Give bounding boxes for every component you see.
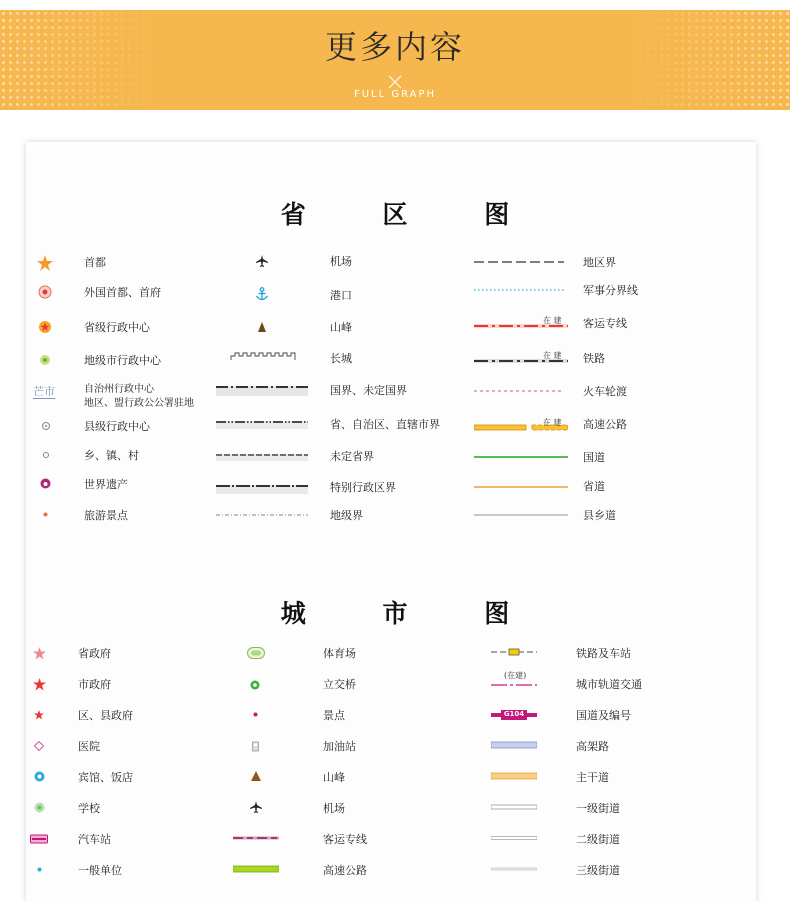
legend-label: 长城 (330, 352, 352, 365)
legend-label: 世界遗产 (84, 478, 128, 491)
legend-label: 地区、盟行政公公署驻地 (84, 398, 194, 409)
legend-label: 立交桥 (323, 678, 356, 691)
legend-label: 首都 (84, 256, 106, 269)
legend-label: 乡、镇、村 (84, 449, 139, 462)
legend-label: 山峰 (330, 321, 352, 334)
airport-icon (250, 801, 262, 813)
legend-label: 自治州行政中心 (84, 384, 154, 395)
sar-boundary-line (216, 479, 308, 495)
railway-station-line (491, 647, 537, 657)
legend-label: 高架路 (576, 740, 609, 753)
province-boundary-line (216, 416, 308, 430)
city-map-title: 城 市 图 (280, 599, 544, 628)
elevated-road-line (491, 741, 537, 749)
legend-label: 加油站 (323, 740, 356, 753)
legend-label: 城市轨道交通 (576, 678, 642, 691)
legend-label: 铁路 (583, 352, 605, 365)
primary-street-line (491, 803, 537, 811)
legend-label: 国界、未定国界 (330, 384, 407, 397)
legend-label: 旅游景点 (84, 509, 128, 522)
attraction-dot-icon (253, 712, 258, 717)
provincial-government-star-icon (33, 647, 46, 660)
undetermined-province-boundary-line (216, 448, 308, 462)
expressway-line (233, 865, 279, 873)
legend-label: 铁路及车站 (576, 647, 631, 660)
provincial-road-line (474, 484, 568, 490)
city-government-star-icon (33, 678, 46, 691)
foreign-capital-icon (38, 285, 52, 299)
legend-label: 医院 (78, 740, 100, 753)
legend-card (26, 142, 756, 902)
under-construction-tag: (在建) (504, 671, 527, 680)
gas-station-icon (251, 740, 261, 752)
legend-label: 国道 (583, 451, 605, 464)
peak-icon (251, 771, 261, 781)
legend-label: 省、自治区、直辖市界 (330, 418, 440, 431)
bus-station-icon (30, 834, 48, 844)
capital-star-icon (37, 255, 53, 271)
scenic-spot-icon (43, 512, 48, 517)
legend-label: 汽车站 (78, 833, 111, 846)
tertiary-street-line (491, 865, 537, 873)
cross-icon (387, 74, 403, 90)
prefecture-boundary-line (216, 511, 308, 519)
under-construction-tag: 在 建 (543, 316, 562, 325)
main-road-line (491, 772, 537, 780)
interchange-icon (250, 680, 260, 690)
under-construction-tag: 在 建 (543, 351, 562, 360)
stadium-icon (247, 647, 265, 659)
provincial-center-icon (38, 320, 52, 334)
great-wall-line (230, 352, 296, 362)
national-boundary-line (216, 380, 308, 398)
prefecture-city-icon (39, 354, 51, 366)
legend-label: 港口 (330, 289, 352, 302)
legend-label: 区、县政府 (78, 709, 133, 722)
under-construction-tag: 在 建 (543, 418, 562, 427)
legend-label: 特别行政区界 (330, 481, 396, 494)
airport-icon (256, 255, 268, 267)
passenger-rail-line (233, 834, 279, 842)
legend-label: 体育场 (323, 647, 356, 660)
peak-icon (258, 322, 266, 332)
legend-label: 县级行政中心 (84, 420, 150, 433)
national-road-line (474, 454, 568, 460)
legend-label: 省道 (583, 480, 605, 493)
legend-label: 山峰 (323, 771, 345, 784)
legend-label: 火车轮渡 (583, 385, 627, 398)
autonomous-prefecture-symbol: 芒市 (33, 385, 55, 398)
legend-label: 高速公路 (323, 864, 367, 877)
legend-label: 地级界 (330, 509, 363, 522)
urban-rail-transit-line (491, 681, 537, 689)
province-map-title: 省 区 图 (280, 200, 544, 229)
legend-label: 外国首都、首府 (84, 286, 161, 299)
legend-label: 高速公路 (583, 418, 627, 431)
legend-label: 一般单位 (78, 864, 122, 877)
legend-label: 市政府 (78, 678, 111, 691)
world-heritage-icon (40, 478, 51, 489)
legend-label: 二级街道 (576, 833, 620, 846)
legend-label: 省政府 (78, 647, 111, 660)
legend-label: 机场 (330, 255, 352, 268)
hospital-icon (34, 741, 44, 751)
legend-label: 主干道 (576, 771, 609, 784)
secondary-street-line (491, 834, 537, 842)
district-boundary-line (474, 258, 564, 266)
hotel-icon (34, 771, 45, 782)
banner-title: 更多内容 (324, 28, 465, 66)
legend-label: 国道及编号 (576, 709, 631, 722)
header-banner (0, 10, 790, 110)
legend-label: 客运专线 (323, 833, 367, 846)
legend-label: 地级市行政中心 (84, 354, 161, 367)
legend-label: 机场 (323, 802, 345, 815)
banner-subtitle: FULL GRAPH (353, 89, 437, 100)
legend-label: 宾馆、饭店 (78, 771, 133, 784)
military-demarcation-line (474, 287, 564, 293)
legend-label: 学校 (78, 802, 100, 815)
legend-label: 三级街道 (576, 864, 620, 877)
legend-label: 省级行政中心 (84, 321, 150, 334)
train-ferry-line (474, 388, 564, 394)
port-anchor-icon (255, 287, 269, 302)
legend-label: 未定省界 (330, 450, 374, 463)
county-road-line (474, 512, 568, 518)
legend-label: 景点 (323, 709, 345, 722)
legend-label: 客运专线 (583, 317, 627, 330)
national-road-code: G104 (503, 710, 525, 718)
legend-label: 县乡道 (583, 509, 616, 522)
legend-label: 军事分界线 (583, 284, 638, 297)
county-center-icon (41, 421, 51, 431)
town-village-icon (42, 451, 50, 459)
school-icon (34, 802, 45, 813)
general-unit-dot-icon (37, 867, 42, 872)
legend-label: 地区界 (583, 256, 616, 269)
district-government-star-icon (34, 710, 44, 720)
legend-label: 一级街道 (576, 802, 620, 815)
